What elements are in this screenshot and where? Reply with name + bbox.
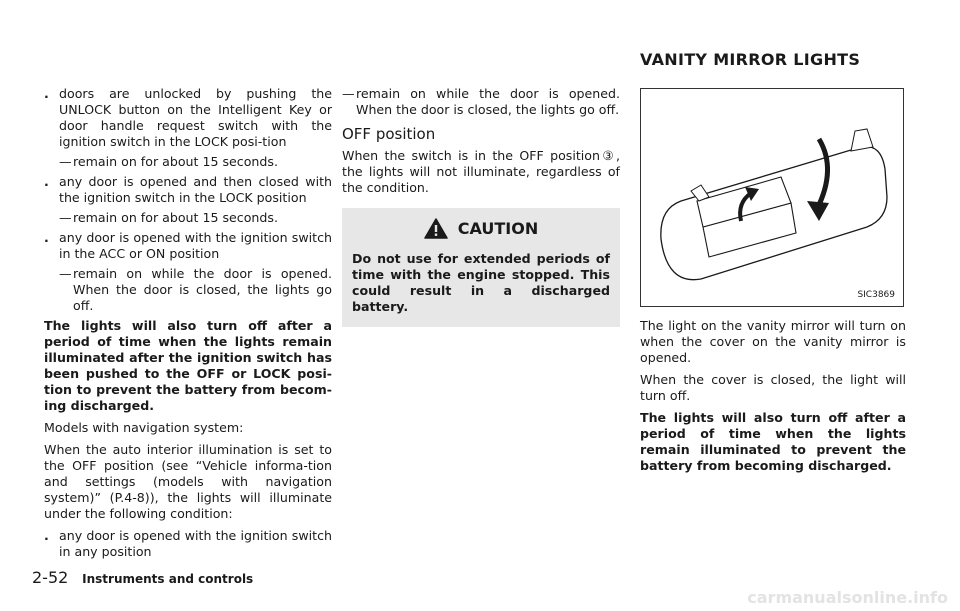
dash-text: remain on for about 15 seconds. [73, 154, 278, 169]
left-column [44, 86, 332, 564]
vanity-warning-paragraph: The lights will also turn off after a period of time when the lights remain illuminated to prevent the battery from becoming discharged. [640, 410, 906, 473]
caution-title: CAUTION [457, 218, 539, 238]
dash-item [59, 154, 332, 170]
dash-marker: — [342, 86, 355, 101]
bullet-item [44, 86, 332, 150]
dash-marker: — [59, 154, 72, 169]
circled-3-symbol: ③ [599, 148, 616, 163]
dash-text: remain on while the door is opened. When the door is closed, the lights go off. [356, 86, 620, 117]
bullet-marker: . [44, 174, 49, 189]
sun-visor-illustration [641, 89, 903, 306]
dash-item [59, 210, 332, 226]
dash-marker: — [59, 210, 72, 225]
vanity-paragraph: When the cover is closed, the light will turn off. [640, 372, 906, 403]
bullet-text: any door is opened and then closed with the ignition switch in the LOCK position [59, 174, 332, 205]
middle-column [342, 86, 620, 327]
vanity-mirror-illustration [640, 88, 904, 307]
off-position-heading: OFF position [342, 125, 436, 143]
caution-header [352, 218, 610, 239]
section-title: VANITY MIRROR LIGHTS [640, 50, 861, 69]
bullet-marker: . [44, 528, 49, 543]
off-paragraph-part: When the switch is in the OFF position [342, 148, 600, 163]
off-paragraph-part: , the lights will not illuminate, regardless of the condition. [342, 148, 620, 195]
vanity-paragraph: The light on the vanity mirror will turn on when the cover on the vanity mirror is opened. [640, 318, 906, 365]
bullet-marker: . [44, 86, 49, 101]
nav-models-label: Models with navigation system: [44, 420, 244, 435]
caution-text: Do not use for extended periods of time with the engine stopped. This could result in a discharged battery. [352, 251, 610, 314]
dash-marker: — [59, 266, 72, 281]
dash-item [342, 86, 620, 118]
nav-paragraph: When the auto interior illumination is set to the OFF position (see “Vehicle informa-tion and settings (models with navigation system)” (P.4-8)), the lights will illuminate under the following condition: [44, 442, 332, 521]
bullet-marker: . [44, 230, 49, 245]
dash-item [59, 266, 332, 314]
page-number: 2-52 [32, 568, 69, 587]
page-footer [32, 568, 253, 587]
bullet-item [44, 230, 332, 262]
bullet-text: doors are unlocked by pushing the UNLOCK button on the Intelligent Key or door handle request switch with the ignition switch in the LOCK posi-tion [59, 86, 332, 149]
bullet-text: any door is opened with the ignition switch in the ACC or ON position [59, 230, 332, 261]
warning-triangle-icon [424, 218, 448, 239]
figure-code: SIC3869 [857, 290, 895, 300]
bullet-item [44, 528, 332, 560]
bullet-text: any door is opened with the ignition switch in any position [59, 528, 332, 559]
dash-text: remain on for about 15 seconds. [73, 210, 278, 225]
watermark: carmanualsonline.info [747, 588, 948, 607]
bullet-item [44, 174, 332, 206]
dash-text: remain on while the door is opened. When the door is closed, the lights go off. [73, 266, 332, 313]
off-position-paragraph [342, 148, 620, 196]
battery-warning-paragraph: The lights will also turn off after a period of time when the lights remain illuminated after the ignition switch has been pushed to the OFF or LOCK posi-tion to prevent the battery from becom-ing discharged. [44, 318, 332, 413]
page-section-title: Instruments and controls [82, 572, 254, 586]
right-column [640, 318, 906, 480]
caution-box [342, 208, 620, 327]
